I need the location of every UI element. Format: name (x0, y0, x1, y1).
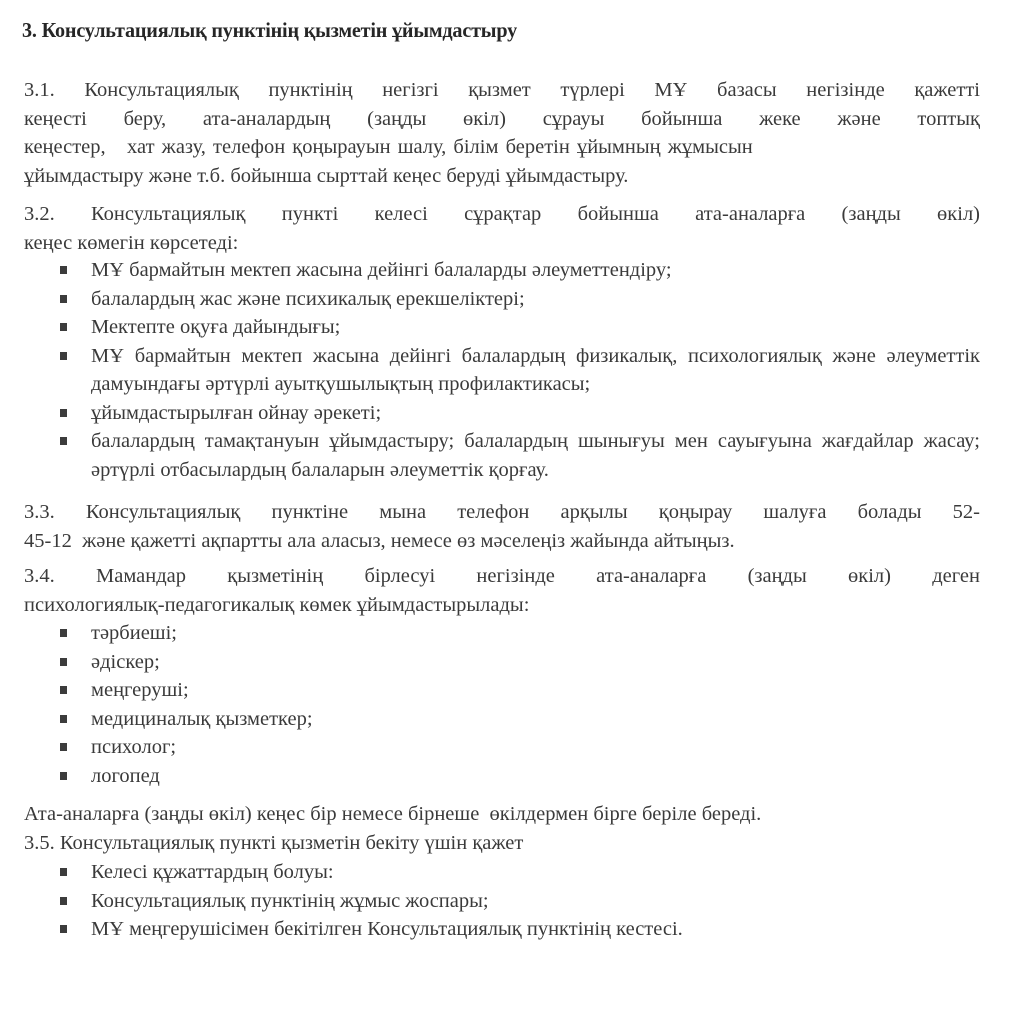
paragraph-line: 3.5. Консультациялық пункті қызметін бекіту үшін қажет (24, 832, 524, 854)
square-bullet-icon (60, 266, 67, 274)
paragraph-3-1 (24, 76, 980, 190)
list-3-4-specialists (60, 619, 980, 790)
square-bullet-icon (60, 409, 67, 417)
square-bullet-icon (60, 897, 67, 905)
paragraph-3-2 (24, 200, 980, 257)
paragraph-line: Ата-аналарға (заңды өкіл) кеңес бір немесе бірнеше өкілдермен бірге беріле береді. (24, 803, 762, 825)
list-item: Мектепте оқуға дайындығы; (60, 313, 980, 342)
square-bullet-icon (60, 715, 67, 723)
paragraph-line: психологиялық-педагогикалық көмек ұйымдастырылады: (24, 593, 530, 616)
paragraph-line: кеңес көмегін көрсетеді: (24, 231, 239, 254)
paragraph-line: 3.1. Консультациялық пунктінің негізгі қызмет түрлері МҰ базасы негізінде қажетті (24, 79, 980, 101)
paragraph-line: кеңестер, хат жазу, телефон қоңырауын шалу, білім беретін ұйымның жұмысын (24, 136, 753, 158)
paragraph-line: 3.3. Консультациялық пунктіне мына телефон арқылы қоңырау шалуға болады 52- (24, 501, 980, 523)
square-bullet-icon (60, 437, 67, 445)
square-bullet-icon (60, 323, 67, 331)
square-bullet-icon (60, 743, 67, 751)
list-item: МҰ меңгерушісімен бекітілген Консультациялық пунктінің кестесі. (60, 915, 980, 944)
list-item: Консультациялық пунктінің жұмыс жоспары; (60, 887, 980, 916)
paragraph-line: 45-12 және қажетті ақпартты ала аласыз, немесе өз мәселеңіз жайында айтыңыз. (24, 529, 735, 552)
square-bullet-icon (60, 925, 67, 933)
list-item: МҰ бармайтын мектеп жасына дейінгі балаларды әлеуметтендіру; (60, 256, 980, 285)
list-item: тәрбиеші; (60, 619, 980, 648)
paragraph-line: кеңесті беру, ата-аналардың (заңды өкіл) сұрауы бойынша жеке және топтық (24, 107, 980, 130)
list-item: Келесі құжаттардың болуы: (60, 858, 980, 887)
paragraph-line: 3.4. Мамандар қызметінің бірлесуі негізінде ата-аналарға (заңды өкіл) деген (24, 565, 980, 587)
square-bullet-icon (60, 629, 67, 637)
paragraph-3-4-note (24, 800, 980, 829)
paragraph-3-3 (24, 498, 980, 555)
square-bullet-icon (60, 686, 67, 694)
list-item: медициналық қызметкер; (60, 705, 980, 734)
list-item: балалардың жас және психикалық ерекшеліктері; (60, 285, 980, 314)
paragraph-3-4 (24, 562, 980, 619)
paragraph-line: ұйымдастыру және т.б. бойынша сырттай кеңес беруді ұйымдастыру. (24, 164, 629, 187)
square-bullet-icon (60, 868, 67, 876)
list-item: балалардың тамақтануын ұйымдастыру; балалардың шынығуы мен сауығуына жағдайлар жасау; әртүрлі отбасылардың балаларын әлеуметтік қорғау. (60, 427, 980, 484)
square-bullet-icon (60, 658, 67, 666)
list-item: ұйымдастырылған ойнау әрекеті; (60, 399, 980, 428)
list-item: меңгеруші; (60, 676, 980, 705)
list-item: логопед (60, 762, 980, 791)
list-3-5-documents (60, 858, 980, 944)
square-bullet-icon (60, 295, 67, 303)
list-item: психолог; (60, 733, 980, 762)
list-item: әдіскер; (60, 648, 980, 677)
square-bullet-icon (60, 772, 67, 780)
square-bullet-icon (60, 352, 67, 360)
list-3-2-topics (60, 256, 980, 484)
list-item: МҰ бармайтын мектеп жасына дейінгі балалардың физикалық, психологиялық және әлеуметтік дамуындағы әртүрлі ауытқушылықтың профилактикасы; (60, 342, 980, 399)
paragraph-3-5 (24, 829, 980, 858)
paragraph-line: 3.2. Консультациялық пункті келесі сұрақтар бойынша ата-аналарға (заңды өкіл) (24, 203, 980, 225)
section-heading: 3. Консультациялық пунктінің қызметін ұйымдастыру (22, 18, 517, 42)
